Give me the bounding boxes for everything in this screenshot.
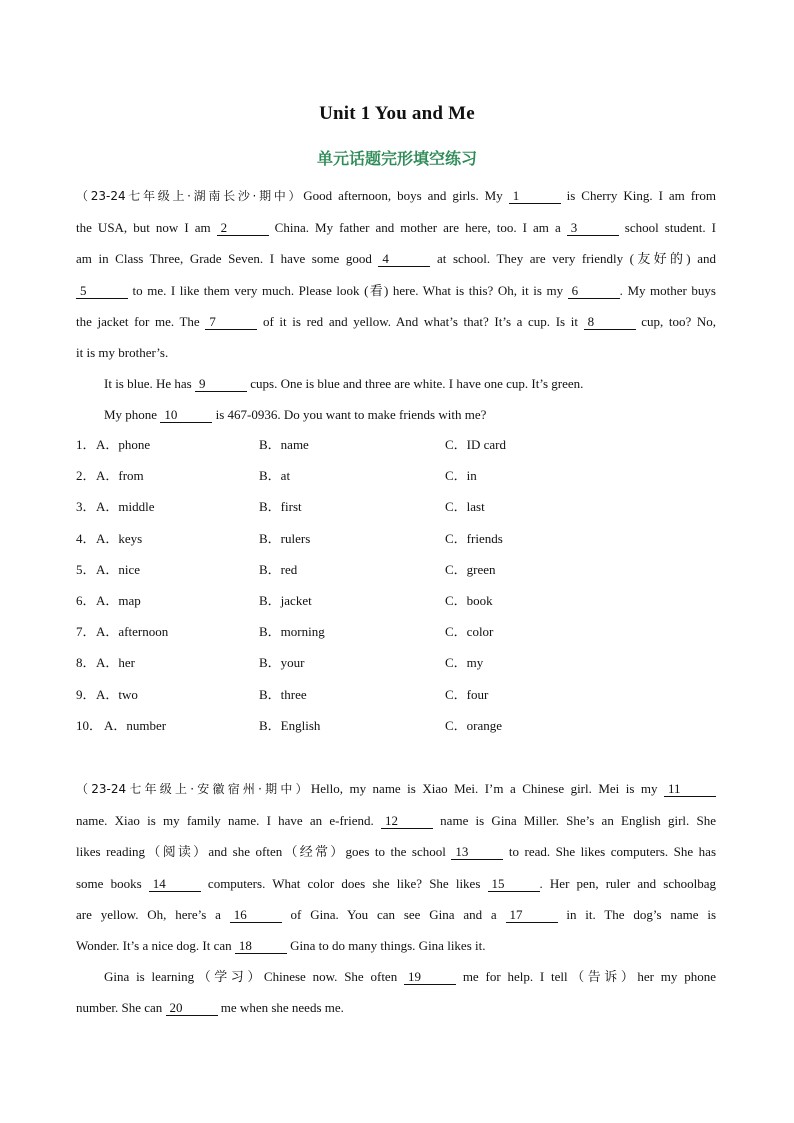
passage-line <box>76 992 716 1023</box>
passage-text: to read. She likes computers. She has <box>503 844 716 860</box>
passage-text: the jacket for me. The <box>76 313 206 329</box>
option-a[interactable]: A．nice <box>96 561 141 577</box>
passage-text: is 467-0936. Do you want to make friends with me? <box>212 407 487 423</box>
question-number: 5． <box>76 561 96 577</box>
passage-text: to me. I like them very much. Please look (看) here. What is this? Oh, it is my <box>128 282 568 298</box>
question-number: 4． <box>76 530 96 546</box>
passage-text: It is blue. He has <box>104 376 195 392</box>
option-b[interactable]: B．jacket <box>259 593 312 608</box>
passage-text: Gina is learning（学习）Chinese now. She often <box>104 969 405 985</box>
answer-blank[interactable]: 11 <box>664 782 716 797</box>
option-c[interactable]: C．last <box>445 499 485 515</box>
answer-blank[interactable]: 17 <box>506 908 558 923</box>
answer-blank[interactable]: 15 <box>488 877 540 892</box>
option-a[interactable]: A．number <box>104 717 167 733</box>
passage-line <box>76 243 716 274</box>
answer-blank[interactable]: 12 <box>381 814 433 829</box>
question-number: 8． <box>76 655 96 671</box>
option-a[interactable]: A．afternoon <box>96 624 169 640</box>
passage-2 <box>76 773 716 1024</box>
passage-text: cups. One is blue and three are white. I have one cup. It’s green. <box>246 376 584 392</box>
option-c[interactable]: C．friends <box>445 530 503 546</box>
answer-blank[interactable]: 16 <box>230 908 282 923</box>
question-number: 1． <box>76 437 96 452</box>
option-b[interactable]: B．at <box>259 468 291 484</box>
option-c[interactable]: C．four <box>445 686 489 702</box>
option-b[interactable]: B．three <box>259 686 307 702</box>
passage-text: of it is red and yellow. And what’s that? It’s a cup. Is it <box>257 313 584 329</box>
passage-text: me when she needs me. <box>217 1000 344 1016</box>
passage-text: in it. The dog’s name is <box>557 906 716 922</box>
passage-text: school student. I <box>618 220 716 236</box>
passage-text: am in Class Three, Grade Seven. I have some good <box>76 251 379 267</box>
source-label: （23-24七年级上·安徽宿州·期中） <box>76 782 311 796</box>
answer-blank[interactable]: 18 <box>235 939 287 954</box>
option-c[interactable]: C．green <box>445 561 496 577</box>
answer-blank[interactable]: 14 <box>149 877 201 892</box>
answer-blank[interactable]: 2 <box>217 221 269 236</box>
option-a[interactable]: A．map <box>96 593 141 608</box>
answer-blank[interactable]: 8 <box>584 315 636 330</box>
option-b[interactable]: B．first <box>259 499 302 515</box>
option-a[interactable]: A．her <box>96 655 135 671</box>
page-subtitle: 单元话题完形填空练习 <box>316 149 477 168</box>
page-title: Unit 1 You and Me <box>319 103 475 124</box>
answer-blank[interactable]: 4 <box>378 252 430 267</box>
passage-text: Wonder. It’s a nice dog. It can <box>76 938 235 954</box>
passage-line <box>76 836 716 867</box>
option-c[interactable]: C．ID card <box>445 437 507 452</box>
passage-text: computers. What color does she like? She likes <box>200 875 488 891</box>
answer-blank[interactable]: 20 <box>166 1001 218 1016</box>
answer-blank[interactable]: 5 <box>76 284 128 299</box>
question-number: 10． <box>76 717 103 733</box>
passage-line <box>76 899 716 930</box>
passage-line <box>76 212 716 243</box>
passage-line <box>76 961 716 992</box>
option-b[interactable]: B．morning <box>259 624 325 640</box>
passage-text: at school. They are very friendly (友好的) and <box>430 251 716 267</box>
option-b[interactable]: B．rulers <box>259 530 311 546</box>
passage-text: name. Xiao is my family name. I have an e-friend. <box>76 813 381 829</box>
option-a[interactable]: A．from <box>96 468 144 484</box>
passage-text: the USA, but now I am <box>76 220 217 236</box>
question-number: 7． <box>76 624 96 640</box>
passage-1 <box>76 180 716 431</box>
passage-text: is Cherry King. I am from <box>560 188 716 203</box>
passage-line <box>76 337 716 368</box>
passage-text: Good afternoon, boys and girls. My <box>303 188 509 203</box>
passage-line <box>76 180 716 212</box>
option-b[interactable]: B．your <box>259 655 305 671</box>
passage-line <box>76 868 716 899</box>
option-a[interactable]: A．keys <box>96 530 143 546</box>
passage-text: of Gina. You can see Gina and a <box>281 906 506 922</box>
passage-text: . My mother buys <box>619 282 716 298</box>
passage-text: China. My father and mother are here, too. I am a <box>268 220 567 236</box>
answer-blank[interactable]: 7 <box>205 315 257 330</box>
question-number: 6． <box>76 593 96 608</box>
option-a[interactable]: A．middle <box>96 499 155 515</box>
option-c[interactable]: C．in <box>445 468 477 484</box>
source-label: （23-24七年级上·湖南长沙·期中） <box>76 189 304 203</box>
question-number: 3． <box>76 499 96 515</box>
answer-blank[interactable]: 6 <box>568 284 620 299</box>
passage-text: name is Gina Miller. She’s an English girl. She <box>432 813 716 829</box>
answer-blank[interactable]: 13 <box>451 845 503 860</box>
passage-text: it is my brother’s. <box>76 345 169 361</box>
passage-line <box>76 805 716 836</box>
question-number: 9． <box>76 686 96 702</box>
passage-text: Gina to do many things. Gina likes it. <box>286 938 486 954</box>
passage-line <box>76 773 716 805</box>
option-a[interactable]: A．two <box>96 686 138 702</box>
passage-text: My phone <box>104 407 161 423</box>
passage-text: me for help. I tell（告诉）her my phone <box>456 969 716 985</box>
answer-blank[interactable]: 1 <box>509 189 561 204</box>
passage-line <box>76 930 716 961</box>
answer-blank[interactable]: 10 <box>160 408 212 423</box>
passage-line <box>76 399 716 430</box>
passage-text: . Her pen, ruler and schoolbag <box>539 875 716 891</box>
answer-blank[interactable]: 3 <box>567 221 619 236</box>
option-a[interactable]: A．phone <box>96 437 151 452</box>
answer-blank[interactable]: 9 <box>195 377 247 392</box>
passage-line <box>76 368 716 399</box>
option-c[interactable]: C．color <box>445 624 494 640</box>
passage-line <box>76 275 716 306</box>
passage-text: cup, too? No, <box>635 313 716 329</box>
option-c[interactable]: C．my <box>445 655 484 671</box>
passage-line <box>76 306 716 337</box>
answer-blank[interactable]: 19 <box>404 970 456 985</box>
passage-text: likes reading（阅读）and she often（经常）goes to the school <box>76 844 452 860</box>
question-number: 2． <box>76 468 96 484</box>
passage-text: Hello, my name is Xiao Mei. I’m a Chinese girl. Mei is my <box>310 781 664 796</box>
option-b[interactable]: B．English <box>259 717 321 733</box>
passage-text: number. She can <box>76 1000 166 1016</box>
option-b[interactable]: B．name <box>259 437 309 452</box>
option-b[interactable]: B．red <box>259 561 298 577</box>
passage-text: some books <box>76 875 149 891</box>
passage-text: are yellow. Oh, here’s a <box>76 906 230 922</box>
option-c[interactable]: C．book <box>445 593 493 608</box>
option-c[interactable]: C．orange <box>445 717 503 733</box>
